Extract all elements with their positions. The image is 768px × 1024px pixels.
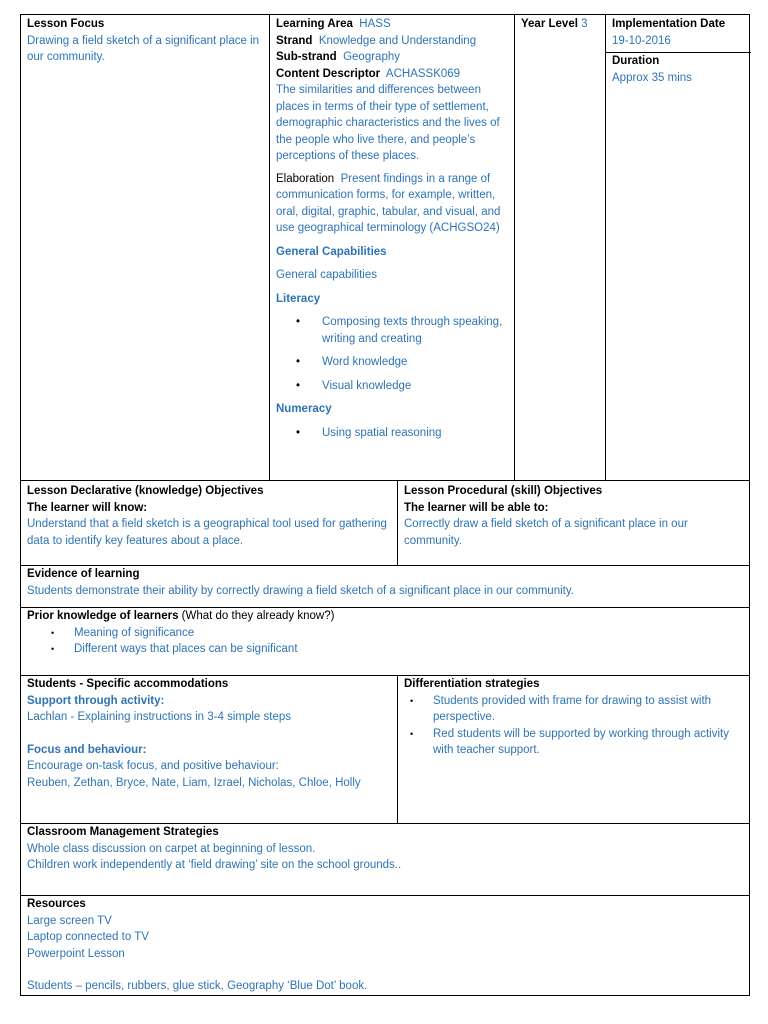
prior-item: • Meaning of significance [51,625,743,642]
management-heading: Classroom Management Strategies [27,826,219,838]
resources-block [20,896,750,996]
duration-value: Approx 35 mins [612,71,692,84]
year-level-label: Year Level [521,18,578,30]
year-level-value: 3 [581,18,588,30]
prior-knowledge-block [20,608,750,676]
focus-heading: Focus and behaviour: [27,743,147,756]
management-block [20,824,750,896]
procedural-heading: Lesson Procedural (skill) Objectives [404,485,603,497]
numeracy-heading: Numeracy [276,403,332,415]
support-text: Lachlan - Explaining instructions in 3-4 simple steps [27,711,291,723]
accommodations-cell [21,676,397,823]
accommodations-block [20,676,750,824]
learning-area-label: Learning Area [276,18,353,30]
implementation-date-label: Implementation Date [612,18,726,30]
learning-area-cell [269,15,514,480]
prior-heading: Prior knowledge of learners [27,610,179,622]
objectives-block [20,481,750,566]
evidence-block [20,566,750,608]
management-line: Children work independently at ‘field drawing’ site on the school grounds.. [27,859,402,871]
resource-item: Large screen TV [27,914,112,927]
general-capabilities-heading: General Capabilities [276,245,387,258]
procedural-objectives-cell [397,481,751,565]
procedural-intro: The learner will be able to: [404,501,549,514]
numeracy-item: • Using spatial reasoning [276,425,508,442]
accommodations-heading: Students - Specific accommodations [27,678,229,690]
elaboration-label: Elaboration [276,172,335,185]
implementation-date-cell [605,15,751,480]
literacy-heading: Literacy [276,292,321,305]
content-descriptor-code: ACHASSK069 [385,67,461,80]
evidence-text: Students demonstrate their ability by correctly drawing a field sketch of a significant place in our community. [27,584,574,597]
support-heading: Support through activity: [27,694,165,707]
resource-item: Laptop connected to TV [27,931,149,943]
literacy-item: • Composing texts through speaking, writing and creating [276,314,508,347]
resources-heading: Resources [27,898,86,910]
content-descriptor-label: Content Descriptor [276,67,381,80]
strand-label: Strand [276,34,313,47]
resource-item: Powerpoint Lesson [27,947,125,960]
general-capabilities-text: General capabilities [276,269,378,281]
evidence-heading: Evidence of learning [27,568,140,580]
student-names: Reuben, Zethan, Bryce, Nate, Liam, Izrael, Nicholas, Chloe, Holly [27,776,361,789]
elaboration-text: Present findings in a range of communication forms, for example, written, oral, digital, graphic, tabular, and visual, and use geographical terminology (ACHGSO24) [276,172,501,234]
strand-value: Knowledge and Understanding [318,34,477,47]
implementation-date-value: 19-10-2016 [612,34,671,47]
prior-heading-note: (What do they already know?) [181,610,335,622]
declarative-intro: The learner will know: [27,501,148,514]
focus-text: Encourage on-task focus, and positive behaviour: [27,760,279,772]
students-materials: Students – pencils, rubbers, glue stick, Geography ‘Blue Dot’ book. [27,980,368,992]
differentiation-heading: Differentiation strategies [404,678,540,690]
lesson-header-block [20,14,750,481]
duration-cell [606,52,751,86]
declarative-objectives-cell [21,481,397,565]
management-line: Whole class discussion on carpet at beginning of lesson. [27,842,316,855]
prior-item: • Different ways that places can be significant [51,641,743,658]
literacy-item: • Visual knowledge [276,378,508,395]
lesson-focus-cell [21,15,269,480]
learning-area-value: HASS [359,18,391,30]
duration-label: Duration [612,55,660,67]
lesson-focus-text: Drawing a field sketch of a significant place in our community. [27,34,260,63]
differentiation-item: • Red students will be supported by working through activity with teacher support. [410,726,745,759]
procedural-text: Correctly draw a field sketch of a significant place in our community. [404,518,688,547]
differentiation-cell [397,676,751,823]
substrand-label: Sub-strand [276,51,337,63]
literacy-item: • Word knowledge [276,354,508,371]
differentiation-item: • Students provided with frame for drawing to assist with perspective. [410,693,745,726]
substrand-value: Geography [343,51,400,63]
content-descriptor-text: The similarities and differences between places in terms of their type of settlement, demographic characteristics and the lives of the people who live there, and people’s perceptions of these places. [276,84,500,162]
year-level-cell [514,15,605,480]
declarative-text: Understand that a field sketch is a geographical tool used for gathering data to identify key features about a place. [27,518,387,547]
declarative-heading: Lesson Declarative (knowledge) Objectives [27,485,264,497]
lesson-focus-label: Lesson Focus [27,18,105,30]
